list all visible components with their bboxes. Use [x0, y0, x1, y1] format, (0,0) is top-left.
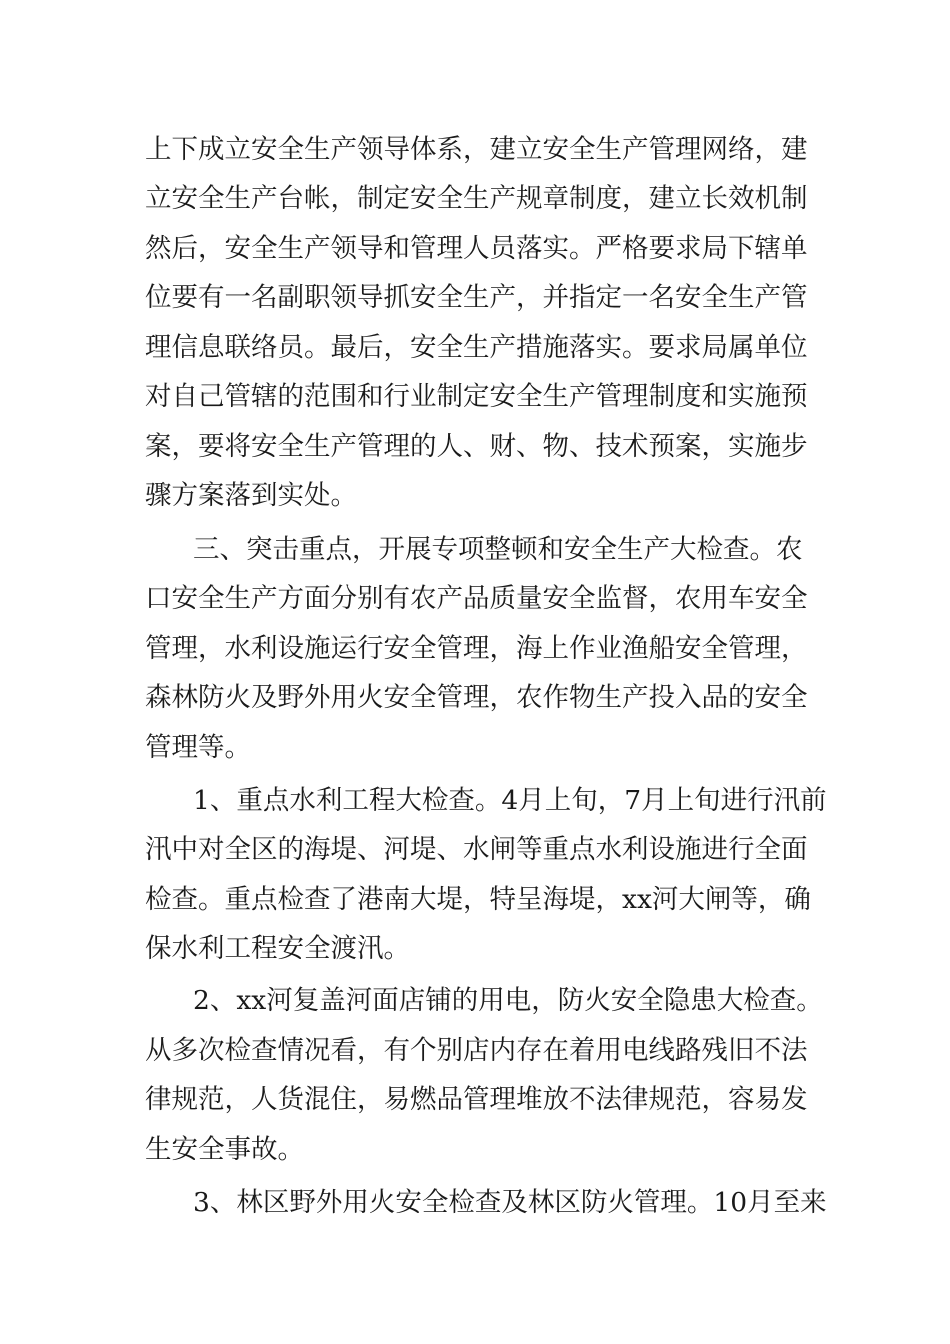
- text-line-13: 管理等。: [145, 732, 251, 763]
- text-line-19: 从多次检查情况看，有个别店内存在着用电线路残旧不法: [145, 1035, 808, 1066]
- text-line-11: 管理，水利设施运行安全管理，海上作业渔船安全管理，: [145, 633, 808, 664]
- text-line-3: 然后，安全生产领导和管理人员落实。严格要求局下辖单: [145, 233, 808, 264]
- text-line-5: 理信息联络员。最后，安全生产措施落实。要求局属单位: [145, 332, 808, 363]
- text-line-2: 立安全生产台帐，制定安全生产规章制度，建立长效机制: [145, 183, 808, 214]
- text-line-4: 位要有一名副职领导抓安全生产，并指定一名安全生产管: [145, 282, 808, 313]
- text-line-20: 律规范，人货混住，易燃品管理堆放不法律规范，容易发: [145, 1084, 808, 1115]
- paragraph-3-first-line: 三、突击重点，开展专项整顿和安全生产大检查。农: [193, 534, 803, 565]
- text-line-1: 上下成立安全生产领导体系，建立安全生产管理网络，建: [145, 134, 808, 165]
- text-line-21: 生安全事故。: [145, 1134, 304, 1165]
- item-1-first-line: 1、重点水利工程大检查。4月上旬，7月上旬进行汛前: [193, 785, 827, 816]
- text-line-10: 口安全生产方面分别有农产品质量安全监督，农用车安全: [145, 583, 808, 614]
- item-2-first-line: 2、xx河复盖河面店铺的用电，防火安全隐患大检查。: [193, 985, 823, 1016]
- text-line-12: 森林防火及野外用火安全管理，农作物生产投入品的安全: [145, 682, 808, 713]
- text-line-8: 骤方案落到实处。: [145, 480, 357, 511]
- text-line-7: 案，要将安全生产管理的人、财、物、技术预案，实施步: [145, 431, 808, 462]
- text-line-17: 保水利工程安全渡汛。: [145, 933, 410, 964]
- item-3-first-line: 3、林区野外用火安全检查及林区防火管理。10月至来: [193, 1187, 827, 1218]
- text-line-15: 汛中对全区的海堤、河堤、水闸等重点水利设施进行全面: [145, 834, 808, 865]
- text-line-6: 对自己管辖的范围和行业制定安全生产管理制度和实施预: [145, 381, 808, 412]
- text-line-16: 检查。重点检查了港南大堤，特呈海堤，xx河大闸等，确: [145, 884, 811, 915]
